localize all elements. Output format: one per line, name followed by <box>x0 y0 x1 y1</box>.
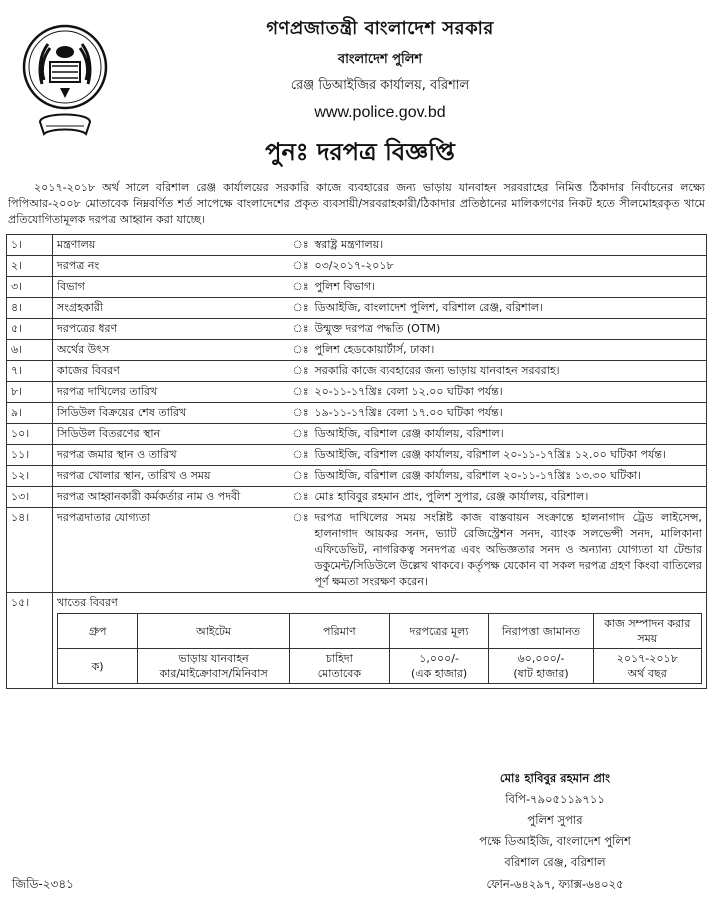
cell-completion-time: ২০১৭-২০১৮ অর্থ বছর <box>593 649 701 684</box>
office-name: রেঞ্জ ডিআইজির কার্যালয়, বরিশাল <box>290 78 470 93</box>
government-title: গণপ্রজাতন্ত্রী বাংলাদেশ সরকার <box>266 18 494 39</box>
row-number: ১২। <box>7 466 53 487</box>
table-row <box>7 593 707 689</box>
table-row <box>7 319 707 340</box>
row-value: ০৩/২০১৭-২০১৮ <box>311 256 707 277</box>
table-row <box>7 277 707 298</box>
row-label: সিডিউল বিক্রয়ের শেষ তারিখ <box>53 403 289 424</box>
header-security: নিরাপত্তা জামানত <box>489 614 593 649</box>
bangladesh-police-emblem-icon <box>20 22 110 162</box>
table-row <box>7 340 707 361</box>
signature-block <box>410 768 700 873</box>
website-link[interactable]: www.police.gov.bd <box>314 104 446 121</box>
row-separator: ঃ <box>289 298 311 319</box>
row-number: ১১। <box>7 445 53 466</box>
department-name: বাংলাদেশ পুলিশ <box>337 52 423 67</box>
row-value: ২০-১১-১৭খ্রিঃ বেলা ১২.০০ ঘটিকা পর্যন্ত। <box>311 382 707 403</box>
row-value: ডিআইজি, বাংলাদেশ পুলিশ, বরিশাল রেঞ্জ, বরিশাল। <box>311 298 707 319</box>
row-separator: ঃ <box>289 235 311 256</box>
row-value: পুলিশ হেডকোয়ার্টার্স, ঢাকা। <box>311 340 707 361</box>
row-value: ১৯-১১-১৭খ্রিঃ বেলা ১৭.০০ ঘটিকা পর্যন্ত। <box>311 403 707 424</box>
row-value: ডিআইজি, বরিশাল রেঞ্জ কার্যালয়, বরিশাল ২০-১১-১৭খ্রিঃ ১২.০০ ঘটিকা পর্যন্ত। <box>311 445 707 466</box>
cell-security: ৬০,০০০/- (ষাট হাজার) <box>489 649 593 684</box>
row-separator: ঃ <box>289 256 311 277</box>
table-row <box>7 487 707 508</box>
row-number: ১৩। <box>7 487 53 508</box>
row-value: দরপত্র দাখিলের সময় সংশ্লিষ্ট কাজ বাস্তবায়ন সংক্রান্তে হালনাগাদ ট্রেড লাইসেন্স, হালনাগাদ আয়কর সনদ, ভ্যাট রেজিস্ট্রেশন সনদ, ব্যাংক সলভেন্সী সনদ, মালিকানা এফিডেভিট, নাগরিকত্ব সনদপত্র এবং অভিজ্ঞতার সনদ ও অন্যান্য যোগ্যতা যা টেন্ডার ডকুমেন্ট/সিডিউলে উল্লেখ থাকবে। কর্তৃপক্ষ যেকোন বা সকল দরপত্র গ্রহণ কিংবা বাতিলের পূর্ণ ক্ষমতা সংরক্ষণ করেন। <box>311 508 707 593</box>
row-label: অর্থের উৎস <box>53 340 289 361</box>
row-value: ডিআইজি, বরিশাল রেঞ্জ কার্যালয়, বরিশাল ২০-১১-১৭খ্রিঃ ১৩.৩০ ঘটিকা। <box>311 466 707 487</box>
row-label: দরপত্র দাখিলের তারিখ <box>53 382 289 403</box>
row-separator: ঃ <box>289 403 311 424</box>
row-number: ১৪। <box>7 508 53 593</box>
row-separator: ঃ <box>289 340 311 361</box>
row-label: সংগ্রহকারী <box>53 298 289 319</box>
row-number: ৬। <box>7 340 53 361</box>
header-quantity: পরিমাণ <box>290 614 390 649</box>
signatory-designation: পুলিশ সুপার <box>527 813 583 827</box>
row-label: সিডিউল বিতরণের স্থান <box>53 424 289 445</box>
signatory-name: মোঃ হাবিবুর রহমান প্রাং <box>499 771 611 785</box>
row-number: ৮। <box>7 382 53 403</box>
row-label: দরপত্র নং <box>53 256 289 277</box>
row-value: স্বরাষ্ট্র মন্ত্রণালয়। <box>311 235 707 256</box>
row-number: ৫। <box>7 319 53 340</box>
row-separator: ঃ <box>289 277 311 298</box>
row-separator: ঃ <box>289 361 311 382</box>
row-number: ৭। <box>7 361 53 382</box>
row-label: দরপত্রের ধরণ <box>53 319 289 340</box>
row-number: ১৫। <box>7 593 53 689</box>
signatory-on-behalf: পক্ষে ডিআইজি, বাংলাদেশ পুলিশ <box>479 834 631 848</box>
row-value: সরকারি কাজে ব্যবহারের জন্য ভাড়ায় যানবাহন সরবরাহ। <box>311 361 707 382</box>
item-table <box>57 613 702 684</box>
table-row <box>7 403 707 424</box>
row-separator: ঃ <box>289 382 311 403</box>
row-number: ৪। <box>7 298 53 319</box>
table-row <box>7 424 707 445</box>
row-number: ৩। <box>7 277 53 298</box>
cell-group: ক) <box>58 649 138 684</box>
header-group: গ্রুপ <box>58 614 138 649</box>
row-label: দরপত্রদাতার যোগ্যতা <box>53 508 289 593</box>
row-number: ৯। <box>7 403 53 424</box>
header-completion-time: কাজ সম্পাদন করার সময় <box>593 614 701 649</box>
tender-details-table <box>6 234 707 689</box>
row-separator: ঃ <box>289 445 311 466</box>
item-section-label: খাতের বিবরণ <box>57 596 118 609</box>
row-number: ২। <box>7 256 53 277</box>
row-label: মন্ত্রণালয় <box>53 235 289 256</box>
row-value: উন্মুক্ত দরপত্র পদ্ধতি (OTM) <box>311 319 707 340</box>
notice-title: পুনঃ দরপত্র বিজ্ঞপ্তি <box>265 138 455 166</box>
row-label: বিভাগ <box>53 277 289 298</box>
table-row <box>7 382 707 403</box>
gd-number: জিডি-২৩৪১ <box>12 877 74 891</box>
row-separator: ঃ <box>289 487 311 508</box>
row-label: কাজের বিবরণ <box>53 361 289 382</box>
contact-info: ফোন-৬৪২৯৭, ফ্যাক্স-৬৪০২৫ <box>486 877 624 891</box>
signatory-office: বরিশাল রেঞ্জ, বরিশাল <box>504 855 606 869</box>
row-value: ডিআইজি, বরিশাল রেঞ্জ কার্যালয়, বরিশাল। <box>311 424 707 445</box>
row-separator: ঃ <box>289 508 311 593</box>
row-separator: ঃ <box>289 424 311 445</box>
cell-quantity: চাহিদা মোতাবেক <box>290 649 390 684</box>
cell-item: ভাড়ায় যানবাহন কার/মাইক্রোবাস/মিনিবাস <box>138 649 290 684</box>
header-tender-price: দরপত্রের মূল্য <box>389 614 489 649</box>
row-number: ১। <box>7 235 53 256</box>
row-label: দরপত্র আহ্বানকারী কর্মকর্তার নাম ও পদবী <box>53 487 289 508</box>
cell-tender-price: ১,০০০/- (এক হাজার) <box>389 649 489 684</box>
table-row <box>7 298 707 319</box>
table-row <box>7 256 707 277</box>
signatory-bp: বিপি-৭৯০৫১১৯৭১১ <box>505 792 605 806</box>
row-label: দরপত্র জমার স্থান ও তারিখ <box>53 445 289 466</box>
table-row <box>7 235 707 256</box>
row-separator: ঃ <box>289 466 311 487</box>
table-row <box>7 508 707 593</box>
intro-paragraph: ২০১৭-২০১৮ অর্থ সালে বরিশাল রেঞ্জ কার্যালয়ের সরকারি কাজে ব্যবহারের জন্য ভাড়ায় যানবাহন সরবরাহের নিমিত্ত ঠিকাদার নির্বাচনের লক্ষ্যে পিপিআর-২০০৮ মোতাবেক নিম্নবর্ণিত শর্ত সাপেক্ষে বাংলাদেশের প্রকৃত ব্যবসায়ী/সরবরাহকারী/ঠিকাদার প্রতিষ্ঠানের মালিকগণের নিকট হতে সীলমোহরকৃত খামে প্রতিযোগিতামূলক দরপত্র আহ্বান করা যাচ্ছে। <box>8 181 705 226</box>
table-row <box>7 445 707 466</box>
table-row <box>7 466 707 487</box>
row-number: ১০। <box>7 424 53 445</box>
table-row <box>7 361 707 382</box>
row-value: পুলিশ বিভাগ। <box>311 277 707 298</box>
row-separator: ঃ <box>289 319 311 340</box>
row-label: দরপত্র খোলার স্থান, তারিখ ও সময় <box>53 466 289 487</box>
row-value: মোঃ হাবিবুর রহমান প্রাং, পুলিশ সুপার, রেঞ্জ কার্যালয়, বরিশাল। <box>311 487 707 508</box>
header-item: আইটেম <box>138 614 290 649</box>
